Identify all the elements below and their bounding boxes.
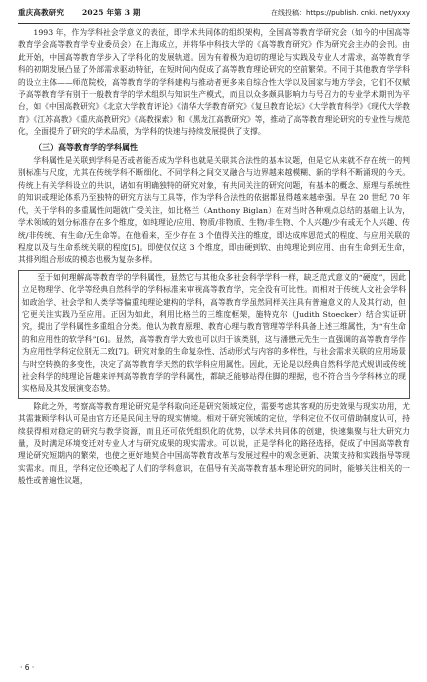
page-number: · 6 · <box>20 663 35 672</box>
boxed-paragraph: 至于如何理解高等教育学的学科属性，显然它与其他众多社会科学学科一样，缺乏范式意义的“硬度”，因此立足物理学、化学等经典自然科学的学科标准来审视高等教育学，完全没有可比性。而相对于传统人文社会学科如政治学、社会学和人类学等偏重纯理论建构的学科，高等教育学虽然同样关注具有普遍意义的人及其行动，但它更关注实践乃至应用。正因为如此，利用比格兰的三维度框架，施特克尔（Judith Stoecker）结合实证研究，提出了学科属性多重组合分类。他认为教育原理、教育心理与教育管理等学科具备上述三维属性，为“有生命的和应用性的软学科”[6]。显然，高等教育学大致也可以归于该类别，这与潘懋元先生一直强调的高等教育学作为应用性学科定位别无二致[7]。研究对象的生命复杂性、活动形式与内容的多样性，与社会需求关联的应用场景与时空转换的多变性，决定了高等教育学天然的软学科应用属性。因此，无论是以经典自然科学范式规训或传统社会科学的纯理论旨趣来评判高等教育学的学科属性，都缺乏能够站得住脚的理据，也不符合当今学科林立的现实格局及其发展演变态势。 <box>18 270 410 399</box>
article-body <box>18 27 410 649</box>
journal-name: 重庆高教研究 <box>18 8 65 17</box>
paragraph-intro: 1993 年，作为学科社会学意义的表征，即学术共同体的组织架构，全国高等教育学研究会（如今的中国高等教育学会高等教育学专业委员会）在上海成立，并将华中科技大学的《高等教育研究》作为研究会主办的会刊。由此开始，中国高等教育学步入了学科化的发展轨道。因为有着极为迫切的理论与实践及专业人才需求，高等教育学科的初期发展凸显了外部需求驱动特征，在短时间内促成了高等教育理论研究的空前繁荣。不同于其他教育学学科的设立主体——师范院校，高等教育学的学科建构与推动者更多来自综合性大学以及国家与地方学会，它们不仅赋予高等教育学有别于一般教育学的学术组织与知识生产模式，而且以众多颇具影响力与号召力的专业学术期刊为平台，如《中国高教研究》《北京大学教育评论》《清华大学教育研究》《复旦教育论坛》《大学教育科学》《现代大学教育》《江苏高教》《重庆高教研究》《高教探索》和《黑龙江高教研究》等，推动了高等教育理论研究的专业性与规范化，全面提升了研究的学术品质，为学科的快速与持续发展提供了支撑。 <box>18 28 410 137</box>
paragraph-closing: 除此之外，考察高等教育理论研究是学科取向还是研究领域定位，需要考虑其客观的历史效果与现实功用，尤其需兼顾学科认可是由官方还是民间主导的现实情境。相对于研究领域的定位，学科定位不仅可借助制度认可，持续获得相对稳定的研究与教学资源，而且还可依凭组织化的优势，以学术共同体的创建，快速集聚与壮大研究力量，及时满足环境变迁对专业人才与研究成果的现实需求。可以说，正是学科化的路径选择，促成了中国高等教育理论研究短期内的繁荣，也使之更好地契合中国高等教育改革与发展过程中的观念更新、决策支持和实践指导等现实需求。而且，学科定位还唤起了人们的学科意识，在倡导有关高等教育基本理论研究的同时，能够关注相关的一般性或普遍性议题， <box>18 401 410 486</box>
running-header <box>18 5 410 21</box>
paragraph-discipline-attributes: 学科属性是关联到学科是否或者能否成为学科也就是关联其合法性的基本议题，但是它从来就不存在统一的判别标准与尺度，尤其在传统学科不断细化、不同学科之间交叉融合与边界越来越模糊、新的学科不断涌现的今天。传统上有关学科设立的共识，诸如有明确独特的研究对象，有共同关注的研究问题，有基本的概念、原理与系统性的知识或理论体系乃至独特的研究方法与工具等，作为学科合法性的依据都显得越来越牵强。早在 20 世纪 70 年代，关于学科的多重属性问题就广受关注，如比格兰（Anthony Biglan）在对当时各种观点总结的基础上认为，学术领域的划分标准存在多个维度，如纯理论/应用、物质/非物质、生物/非生物、个人兴趣/少有或无个人兴趣、传统/非传统、有生命/无生命等。在他看来，至少存在 3 个值得关注的维度，即达成库恩范式的程度、与应用关联的程度以及与生命系统关联的程度[5]。即使仅仅这 3 个维度，即由硬到软、由纯理论到应用、由有生命到无生命，其排列组合形成的模态也极为复杂多样。 <box>18 156 410 265</box>
submission-url: 在线投稿：https://publish. cnki. net/yxxy <box>271 9 410 17</box>
section-heading: （三）高等教育学的学科属性 <box>34 141 138 152</box>
issue-label: 2025 年第 3 期 <box>82 8 141 17</box>
header-rule <box>18 23 410 24</box>
